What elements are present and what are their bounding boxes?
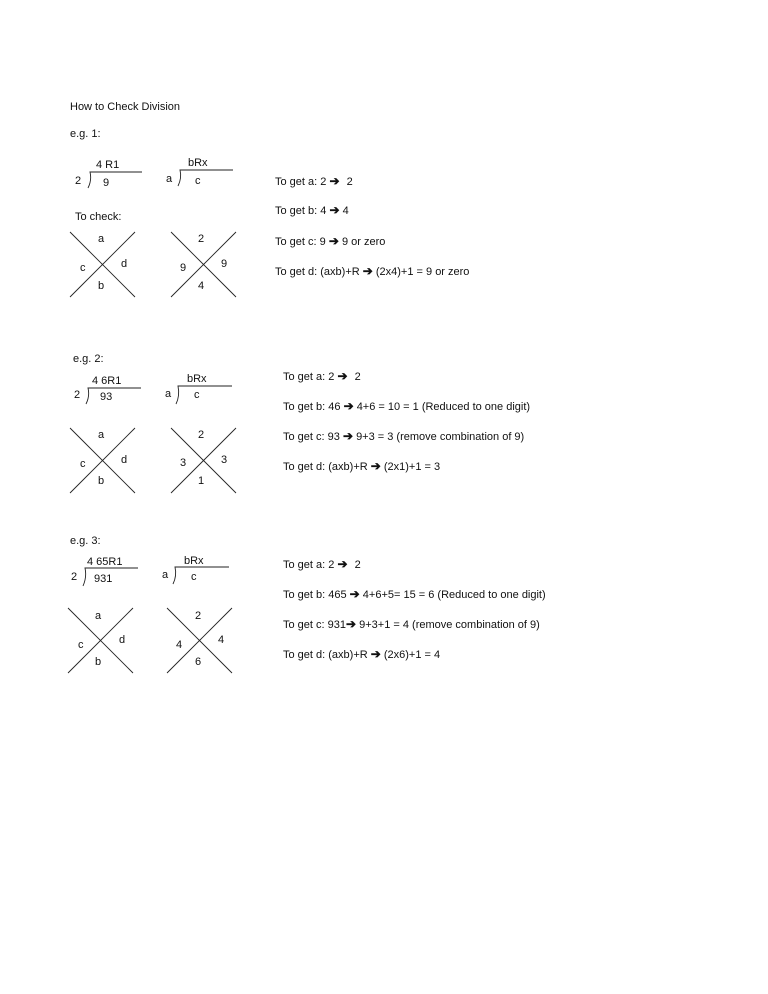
quotient: 4 R1 — [96, 159, 120, 171]
arrow-icon: ➔ — [329, 174, 340, 188]
cross-letter-top: a — [98, 233, 105, 245]
template-dividend: c — [194, 389, 200, 401]
divisor: 2 — [75, 175, 82, 187]
divisor: 2 — [74, 389, 81, 401]
arrow-icon: ➔ — [342, 429, 353, 443]
cross-value-top: 2 — [195, 610, 202, 622]
cross-letter-top: a — [98, 429, 105, 441]
step-text: To get d: (axb)+R — [283, 461, 368, 473]
cross-letter-right: d — [121, 454, 128, 466]
arrow-icon: ➔ — [337, 369, 348, 383]
arrow-icon: ➔ — [370, 459, 381, 473]
template-divisor: a — [165, 388, 172, 400]
template-division-bracket — [178, 170, 233, 186]
step-b — [283, 588, 546, 601]
arrow-icon: ➔ — [328, 234, 339, 248]
cross-value-left: 4 — [176, 639, 183, 651]
step-text: To get a: 2 — [283, 559, 335, 571]
step-result: 2 — [354, 559, 361, 571]
cross-letter-left: c — [80, 262, 86, 274]
example-label: e.g. 3: — [70, 535, 101, 547]
arrow-icon: ➔ — [337, 557, 348, 571]
step-text: To get c: 931 — [283, 619, 346, 631]
long-division-bracket — [86, 388, 141, 404]
step-text: To get a: 2 — [275, 176, 327, 188]
divisor: 2 — [71, 571, 78, 583]
cross-value-right: 9 — [221, 258, 228, 270]
step-a — [283, 370, 361, 383]
cross-letter-right: d — [121, 258, 128, 270]
cross-letter-bottom: b — [98, 280, 105, 292]
dividend: 93 — [100, 391, 113, 403]
page-title: How to Check Division — [70, 101, 181, 113]
cross-value-left: 3 — [180, 457, 187, 469]
cross-letter-bottom: b — [95, 656, 102, 668]
step-result: (2x4)+1 = 9 or zero — [375, 266, 470, 278]
cross-value-right: 3 — [221, 454, 228, 466]
cross-letter-right: d — [119, 634, 126, 646]
step-d — [283, 460, 440, 473]
step-a — [275, 175, 353, 188]
template-division-bracket — [176, 386, 232, 404]
step-text: To get c: 9 — [275, 236, 326, 248]
example-label: e.g. 2: — [73, 353, 104, 365]
step-result: 2 — [346, 176, 353, 188]
step-c — [283, 430, 524, 443]
step-c — [275, 235, 385, 248]
example-label: e.g. 1: — [70, 128, 101, 140]
arrow-icon: ➔ — [362, 264, 373, 278]
template-divisor: a — [162, 569, 169, 581]
cross-letter-left: c — [78, 639, 84, 651]
template-divisor: a — [166, 173, 173, 185]
arrow-icon: ➔ — [349, 587, 360, 601]
quotient: 4 6R1 — [92, 375, 122, 387]
step-text: To get d: (axb)+R — [283, 649, 368, 661]
step-result: 9+3 = 3 (remove combination of 9) — [356, 431, 525, 443]
step-result: (2x6)+1 = 4 — [383, 649, 441, 661]
template-dividend: c — [191, 571, 197, 583]
step-text: To get c: 93 — [283, 431, 340, 443]
step-text: To get d: (axb)+R — [275, 266, 360, 278]
arrow-icon: ➔ — [343, 399, 354, 413]
step-text: To get b: 4 — [275, 205, 327, 217]
template-division-bracket — [173, 567, 229, 584]
arrow-icon: ➔ — [346, 617, 357, 631]
step-text: To get a: 2 — [283, 371, 335, 383]
step-result: 4 — [342, 205, 349, 217]
step-text: To get b: 465 — [283, 589, 347, 601]
template-quotient: bRx — [187, 373, 207, 385]
step-result: 4+6+5= 15 = 6 (Reduced to one digit) — [362, 589, 546, 601]
cross-value-bottom: 4 — [198, 280, 205, 292]
step-text: To get b: 46 — [283, 401, 341, 413]
to-check-label: To check: — [75, 211, 122, 223]
cross-value-top: 2 — [198, 429, 205, 441]
long-division-bracket — [88, 172, 142, 188]
cross-value-left: 9 — [180, 262, 187, 274]
template-quotient: bRx — [184, 555, 204, 567]
arrow-icon: ➔ — [329, 203, 340, 217]
dividend: 931 — [94, 573, 113, 585]
step-result: 9+3+1 = 4 (remove combination of 9) — [359, 619, 540, 631]
template-quotient: bRx — [188, 157, 208, 169]
cross-letter-left: c — [80, 458, 86, 470]
dividend: 9 — [103, 177, 110, 189]
cross-value-right: 4 — [218, 634, 225, 646]
cross-letter-top: a — [95, 610, 102, 622]
step-b — [275, 204, 349, 217]
step-d — [275, 265, 469, 278]
cross-value-top: 2 — [198, 233, 205, 245]
step-c — [283, 618, 540, 631]
step-result: 2 — [354, 371, 361, 383]
step-d — [283, 648, 440, 661]
step-result: 4+6 = 10 = 1 (Reduced to one digit) — [356, 401, 531, 413]
template-dividend: c — [195, 175, 201, 187]
step-a — [283, 558, 361, 571]
step-b — [283, 400, 530, 413]
quotient: 4 65R1 — [87, 556, 123, 568]
arrow-icon: ➔ — [370, 647, 381, 661]
step-result: (2x1)+1 = 3 — [383, 461, 441, 473]
cross-letter-bottom: b — [98, 475, 105, 487]
step-result: 9 or zero — [341, 236, 386, 248]
cross-value-bottom: 6 — [195, 656, 202, 668]
cross-value-bottom: 1 — [198, 475, 205, 487]
